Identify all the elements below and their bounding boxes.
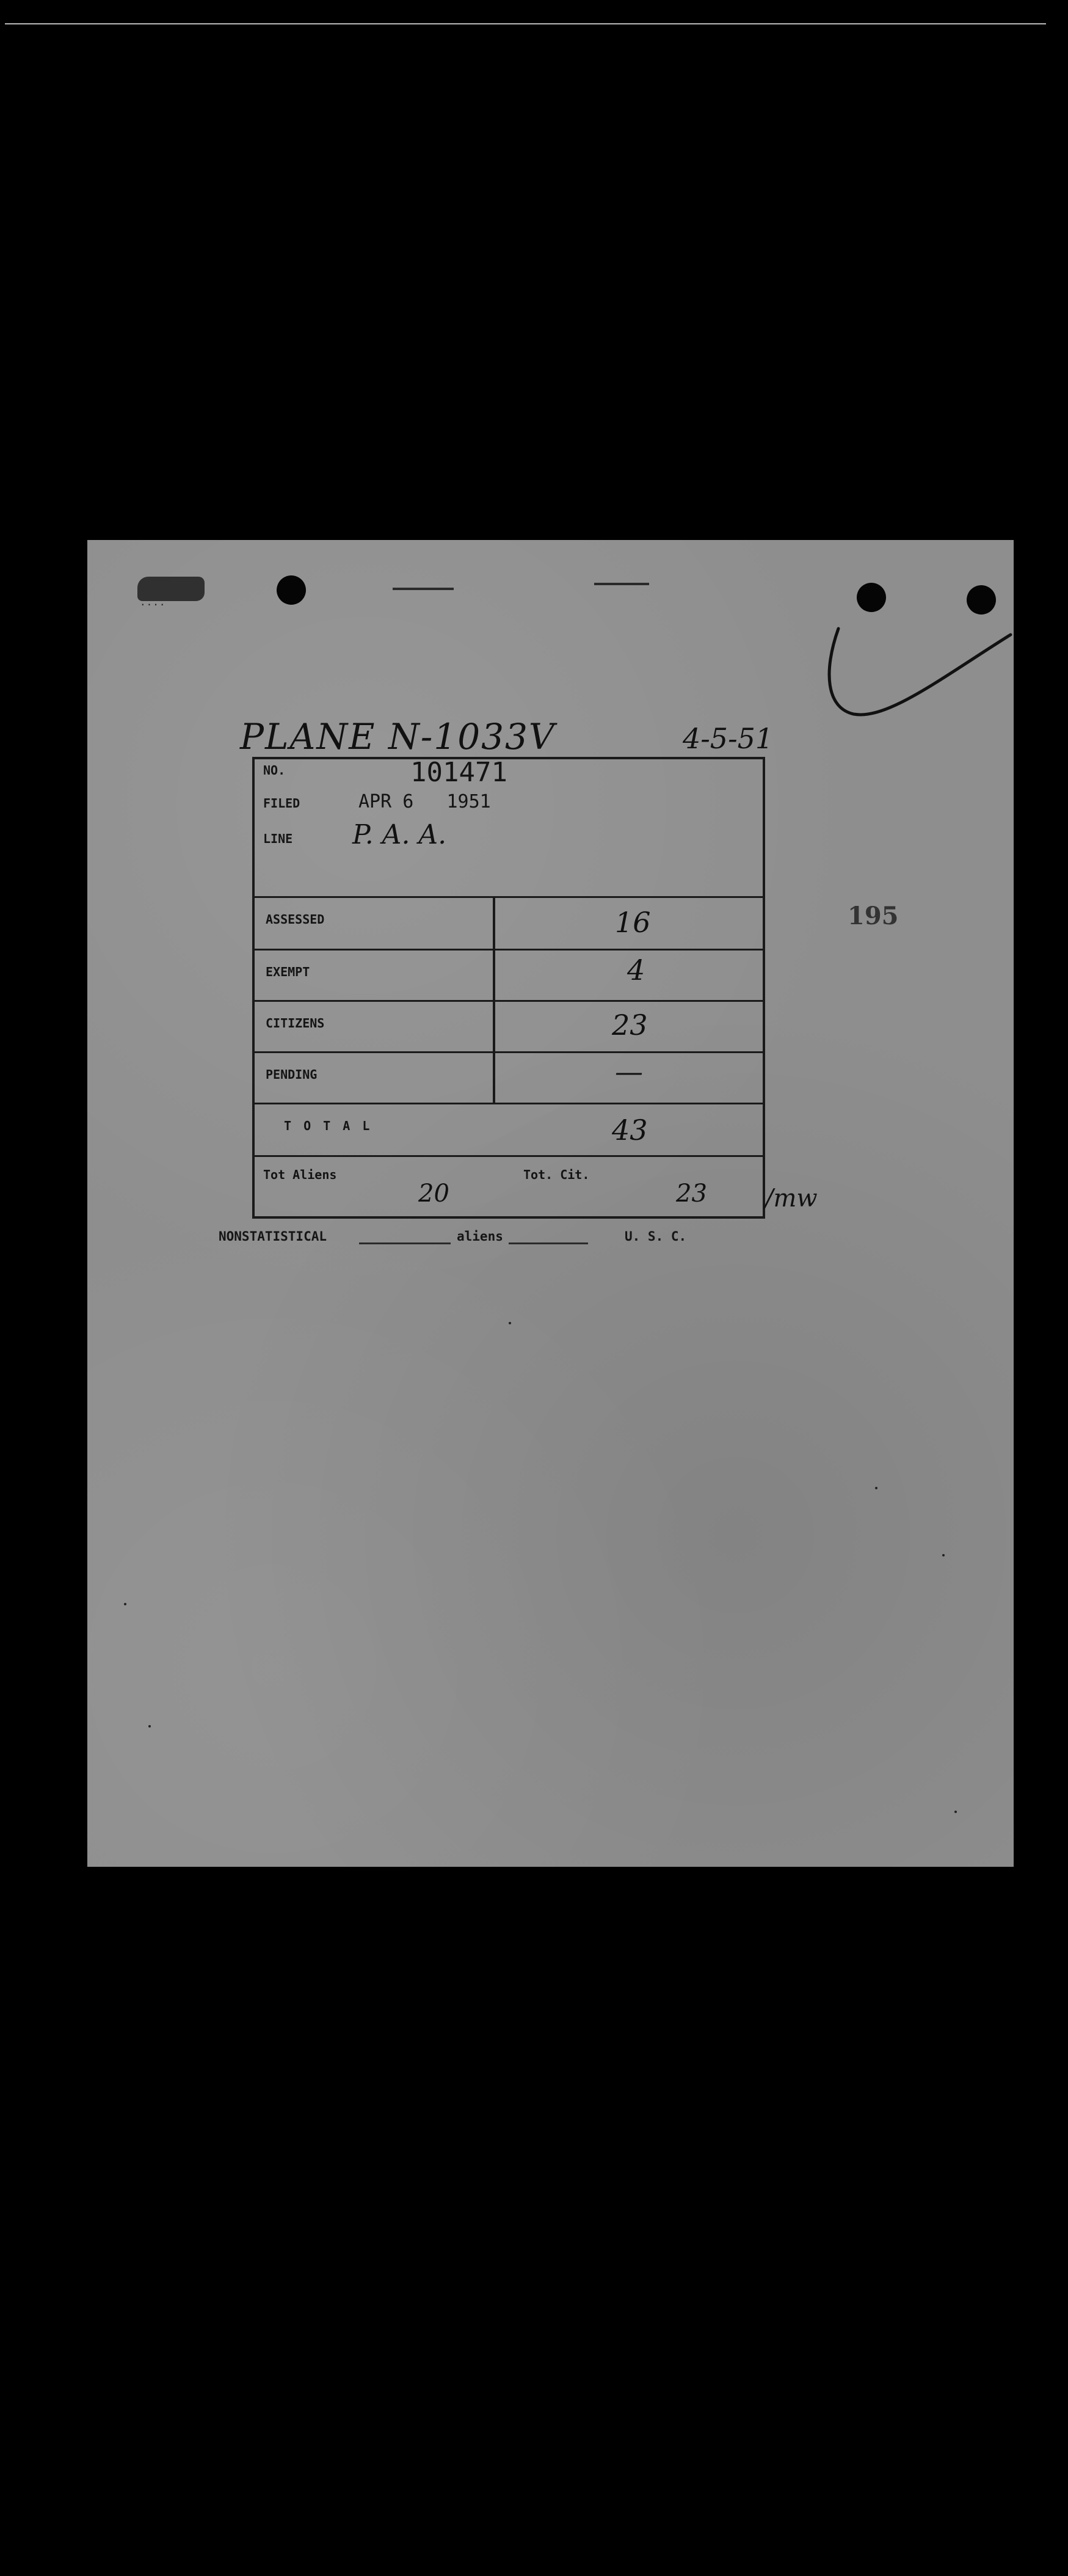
total-value: 43 (612, 1114, 648, 1147)
grid-line (255, 1103, 763, 1104)
blank-line (509, 1242, 588, 1244)
filed-value: APR 6 1951 (358, 791, 491, 812)
top-rule (5, 23, 1046, 24)
row-value-assessed: 16 (615, 906, 651, 939)
row-value-citizens: 23 (612, 1009, 648, 1042)
handwritten-plane: PLANE N-1033V (240, 716, 556, 757)
speck (124, 1603, 126, 1605)
tot-cit-value: 23 (676, 1180, 707, 1208)
row-value-pending: — (615, 1055, 643, 1088)
punch-hole-right-2 (967, 585, 996, 615)
handwritten-initials: /mw (765, 1184, 818, 1213)
total-label: T O T A L (284, 1118, 372, 1133)
grid-line (255, 896, 763, 898)
filed-label: FILED (263, 796, 300, 811)
speck (954, 1811, 957, 1813)
speck (148, 1725, 151, 1728)
grid-divider (493, 896, 495, 1104)
usc-label: U. S. C. (625, 1229, 687, 1244)
punch-hole-right-1 (857, 583, 886, 612)
no-value: 101471 (410, 757, 507, 788)
nonstatistical-label: NONSTATISTICAL (219, 1229, 327, 1244)
top-mark-1 (393, 588, 454, 590)
tot-aliens-value: 20 (418, 1180, 449, 1208)
handwritten-date: 4-5-51 (683, 722, 774, 755)
grid-line (255, 1051, 763, 1053)
no-label: NO. (263, 763, 286, 778)
top-mark-2 (594, 583, 649, 585)
speck (509, 1322, 511, 1324)
document-sheet (87, 540, 1014, 1867)
speck (875, 1487, 877, 1489)
speck (942, 1554, 945, 1556)
aliens-label: aliens (457, 1229, 503, 1244)
stamp-text: .... (140, 596, 166, 608)
customs-form-table (252, 757, 765, 1219)
grid-line (255, 1155, 763, 1157)
tot-cit-label: Tot. Cit. (523, 1167, 590, 1182)
row-label-exempt: EXEMPT (266, 965, 310, 979)
page-number: 195 (848, 902, 899, 930)
row-label-assessed: ASSESSED (266, 912, 325, 927)
row-value-exempt: 4 (627, 954, 645, 987)
grid-line (255, 949, 763, 950)
tot-aliens-label: Tot Aliens (263, 1167, 337, 1182)
handwritten-line: P. A. A. (352, 819, 447, 850)
punch-hole-left (277, 575, 306, 605)
line-label: LINE (263, 831, 293, 846)
grid-line (255, 1000, 763, 1002)
check-mark-icon (820, 622, 1014, 720)
row-label-citizens: CITIZENS (266, 1016, 325, 1031)
row-label-pending: PENDING (266, 1067, 318, 1082)
blank-line (359, 1242, 451, 1244)
